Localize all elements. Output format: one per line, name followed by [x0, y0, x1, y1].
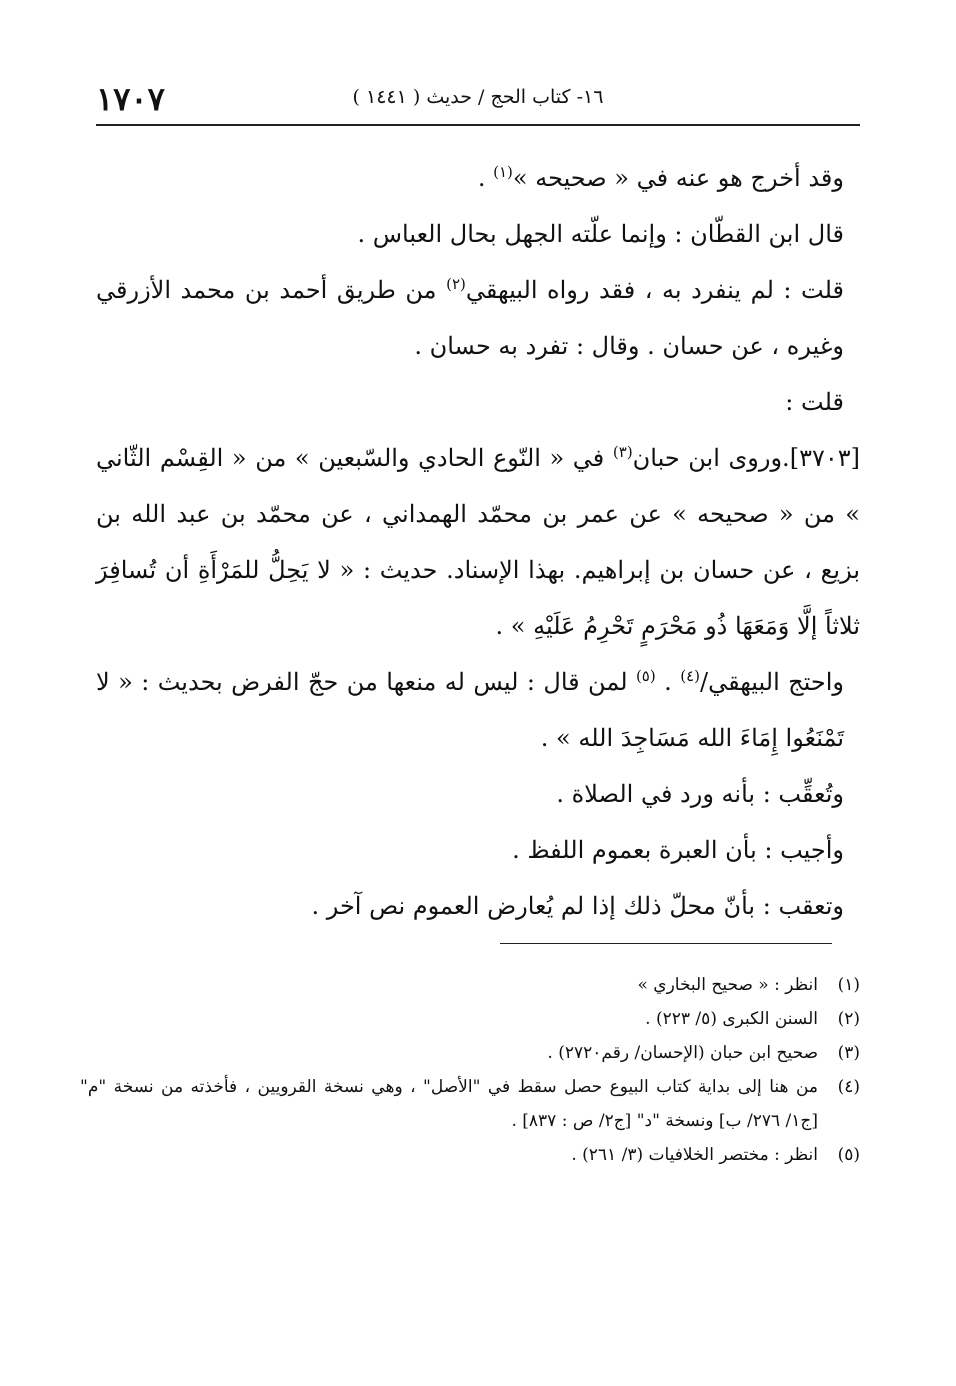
footnote-mark: (٢)	[837, 1009, 860, 1029]
text-run: .وروى ابن حبان	[632, 444, 790, 472]
page-number: ١٧٠٧	[96, 80, 165, 118]
page-header	[96, 78, 860, 126]
footnote	[80, 1036, 860, 1070]
footnote	[80, 1002, 860, 1036]
paragraph: قال ابن القطّان : وإنما علّته الجهل بحال العباس .	[357, 220, 844, 248]
text-run: وقد أخرج هو عنه في « صحيحه »	[512, 164, 844, 192]
paragraph: قلت :	[785, 388, 844, 416]
header-rule	[96, 124, 860, 126]
paragraph: وتعقب : بأنّ محلّ ذلك إذا لم يُعارض العموم نص آخر .	[311, 892, 844, 920]
hadith-number: [٣٧٠٣]	[789, 444, 860, 472]
text-run: من طريق أحمد بن محمد الأزرقي وغيره ، عن حسان . وقال : تفرد به حسان .	[96, 276, 844, 360]
footnote-ref: (٥)	[635, 667, 656, 685]
hadith-paragraph	[96, 430, 860, 654]
footnote	[80, 1138, 860, 1172]
footnote-mark: (٤)	[837, 1077, 860, 1097]
paragraph	[96, 654, 860, 766]
paragraph: وتُعقِّب : بأنه ورد في الصلاة .	[556, 780, 844, 808]
text-run: واحتج البيهقي/	[699, 668, 844, 696]
footnote-ref: (١)	[493, 163, 513, 181]
text-run: .	[655, 668, 681, 696]
footnote-text: السنن الكبرى (٥/ ٢٢٣) .	[645, 1009, 818, 1029]
footnote-mark: (١)	[837, 975, 860, 995]
running-title: ١٦- كتاب الحج / حديث ( ١٤٤١ )	[352, 86, 604, 108]
footnote	[80, 968, 860, 1002]
footnote-ref: (٤)	[680, 667, 700, 685]
footnotes	[80, 968, 860, 1172]
main-text	[96, 150, 860, 934]
text-run: .	[477, 164, 494, 192]
footnote-ref: (٣)	[612, 443, 633, 461]
footnote-ref: (٢)	[446, 275, 466, 293]
paragraph: وأجيب : بأن العبرة بعموم اللفظ .	[512, 836, 844, 864]
footnote-separator	[500, 943, 832, 944]
footnote-text: صحيح ابن حبان (الإحسان/ رقم٢٧٢٠) .	[547, 1043, 818, 1063]
footnote-text: انظر : « صحيح البخاري »	[637, 975, 818, 995]
text-run: قلت : لم ينفرد به ، فقد رواه البيهقي	[465, 276, 844, 304]
text-run: لمن قال : ليس له منعها من حجّ الفرض بحديث : « لا تَمْنَعُوا إِمَاءَ الله مَسَاجِدَ الله » .	[96, 668, 844, 752]
footnote-text: انظر : مختصر الخلافيات (٣/ ٢٦١) .	[571, 1145, 818, 1165]
paragraph	[96, 150, 860, 206]
paragraph	[96, 262, 860, 374]
footnote-text: من هنا إلى بداية كتاب البيوع حصل سقط في "الأصل" ، وهي نسخة القرويين ، فأخذته من نسخة "م" [ج١/ ٢٧٦/ ب] ونسخة "د" [ج٢/ ص : ٨٣٧] .	[80, 1077, 818, 1131]
footnote-mark: (٣)	[837, 1043, 860, 1063]
footnote-mark: (٥)	[837, 1145, 860, 1165]
text-run: في « النّوع الحادي والسّبعين » من « القِسْم الثّاني » من « صحيحه » عن عمر بن محمّد الهمداني ، عن محمّد بن عبد الله بن بزيع ، عن حسان بن إبراهيم. بهذا الإسناد. حديث : « لا يَحِلُّ للمَرْأَةِ أن تُسافِرَ ثلاثاً إلَّا وَمَعَهَا ذُو مَحْرَمٍ تَحْرِمُ عَلَيْهِ » .	[96, 444, 861, 640]
footnote	[80, 1070, 860, 1138]
